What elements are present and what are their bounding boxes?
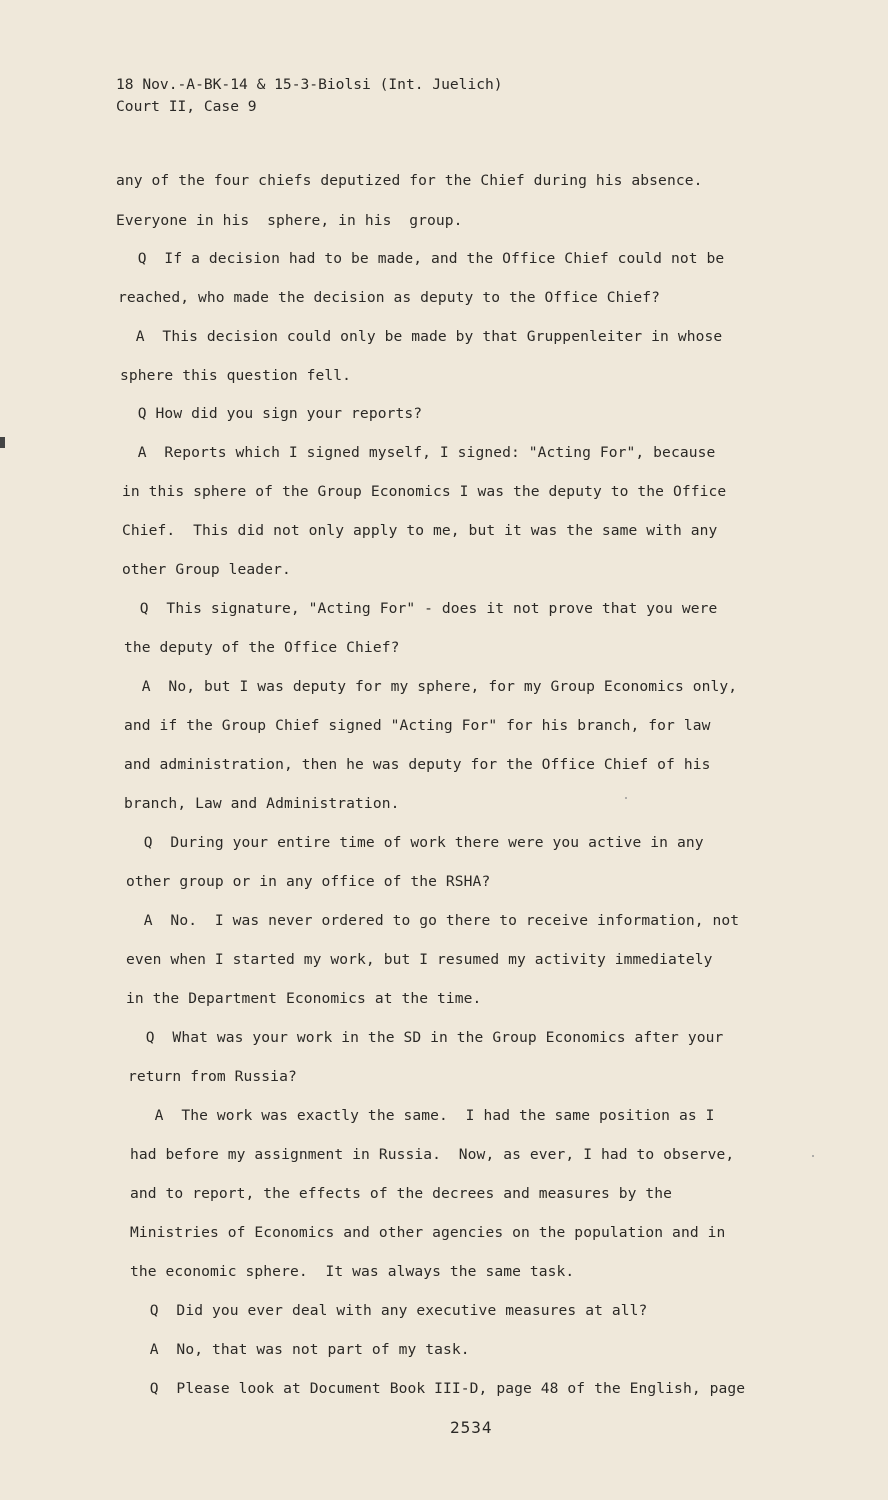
body-line: the deputy of the Office Chief? [124, 639, 400, 656]
body-line: return from Russia? [128, 1068, 297, 1085]
body-line: Chief. This did not only apply to me, but it was the same with any [122, 522, 718, 539]
page-number: 2534 [450, 1418, 493, 1437]
body-line: A Reports which I signed myself, I signed: "Acting For", because [120, 444, 716, 461]
body-line: and to report, the effects of the decrees and measures by the [130, 1185, 673, 1202]
body-line: even when I started my work, but I resumed my activity immediately [126, 951, 713, 968]
body-line: Q How did you sign your reports? [120, 405, 423, 422]
body-line: A This decision could only be made by that Gruppenleiter in whose [118, 328, 723, 345]
body-line: in the Department Economics at the time. [126, 990, 482, 1007]
body-line: reached, who made the decision as deputy to the Office Chief? [118, 289, 661, 306]
document-header [116, 74, 503, 118]
body-line: in this sphere of the Group Economics I was the deputy to the Office [122, 483, 727, 500]
body-line: Q This signature, "Acting For" - does it not prove that you were [122, 600, 718, 617]
body-line: Q During your entire time of work there were you active in any [126, 834, 704, 851]
body-line: had before my assignment in Russia. Now, as ever, I had to observe, [130, 1146, 735, 1163]
body-line: A No, that was not part of my task. [132, 1341, 470, 1358]
body-line: and administration, then he was deputy for the Office Chief of his [124, 756, 711, 773]
paper-speck [812, 1155, 814, 1157]
body-line: other group or in any office of the RSHA? [126, 873, 491, 890]
header-line-1: 18 Nov.-A-BK-14 & 15-3-Biolsi (Int. Juelich) [116, 76, 503, 93]
margin-mark [0, 437, 5, 448]
body-line: branch, Law and Administration. [124, 795, 400, 812]
paper-speck [625, 797, 627, 799]
body-line: Q Did you ever deal with any executive measures at all? [132, 1302, 648, 1319]
body-line: A No. I was never ordered to go there to receive information, not [126, 912, 740, 929]
body-line: sphere this question fell. [120, 367, 352, 384]
body-line: Everyone in his sphere, in his group. [116, 212, 463, 229]
body-line: A No, but I was deputy for my sphere, for my Group Economics only, [124, 678, 738, 695]
body-line: Q Please look at Document Book III-D, page 48 of the English, page [132, 1380, 746, 1397]
body-line: other Group leader. [122, 561, 291, 578]
body-line: Q If a decision had to be made, and the Office Chief could not be [120, 250, 725, 267]
body-line: Ministries of Economics and other agencies on the population and in [130, 1224, 726, 1241]
body-line: the economic sphere. It was always the same task. [130, 1263, 575, 1280]
body-line: and if the Group Chief signed "Acting For" for his branch, for law [124, 717, 711, 734]
body-line: A The work was exactly the same. I had the same position as I [128, 1107, 715, 1124]
body-line: Q What was your work in the SD in the Group Economics after your [128, 1029, 724, 1046]
body-line: any of the four chiefs deputized for the Chief during his absence. [116, 172, 703, 189]
header-line-2: Court II, Case 9 [116, 98, 257, 115]
